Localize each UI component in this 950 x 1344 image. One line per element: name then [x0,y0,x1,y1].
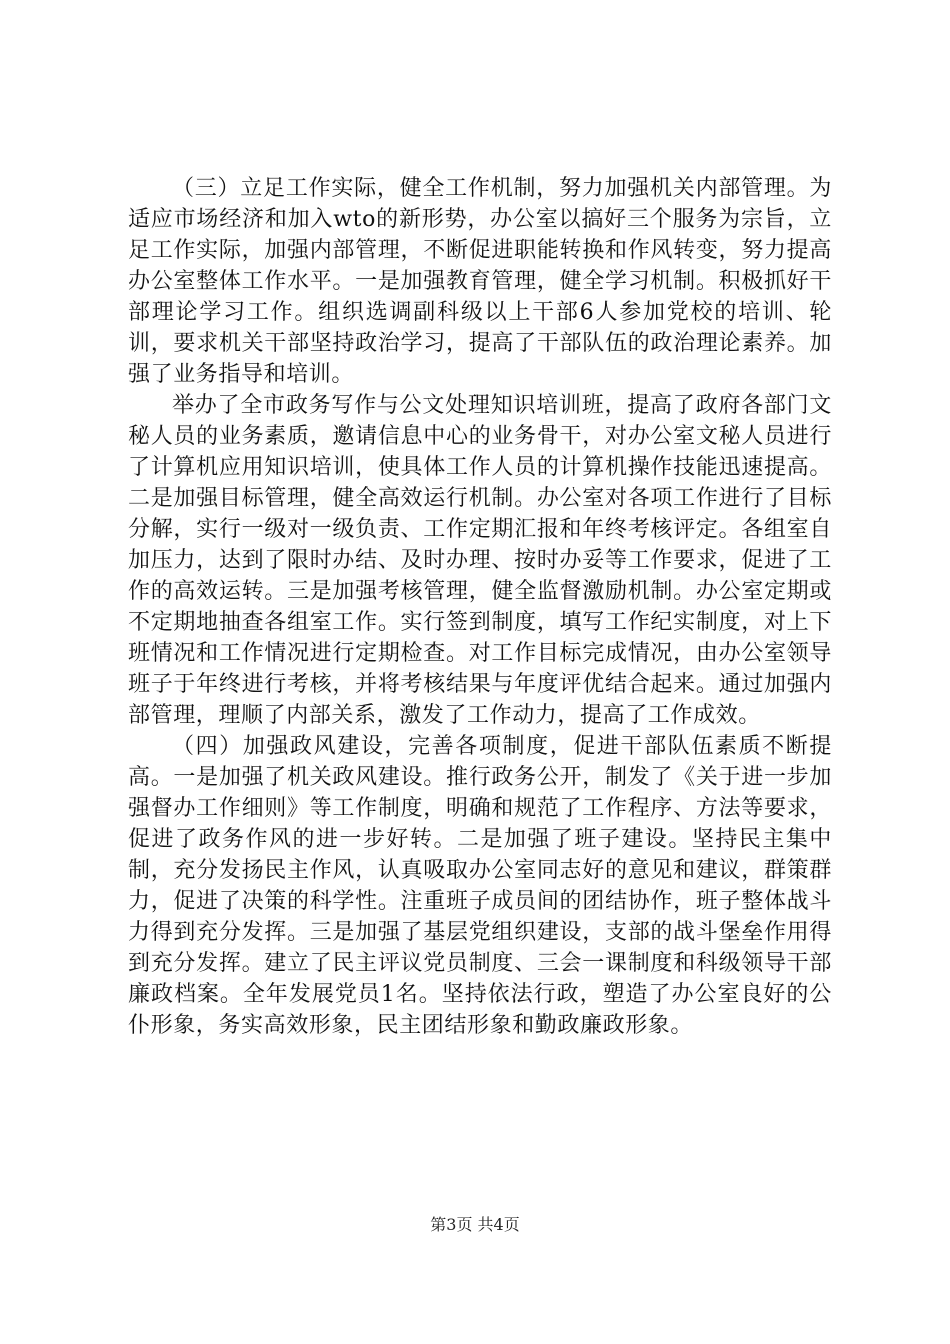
paragraph-training: 举办了全市政务写作与公文处理知识培训班，提高了政府各部门文秘人员的业务素质，邀请信息中心的业务骨干，对办公室文秘人员进行了计算机应用知识培训，使具体工作人员的计算机操作技能迅速提高。二是加强目标管理，健全高效运行机制。办公室对各项工作进行了目标分解，实行一级对一级负责、工作定期汇报和年终考核评定。各组室自加压力，达到了限时办结、及时办理、按时办妥等工作要求，促进了工作的高效运转。三是加强考核管理，健全监督激励机制。办公室定期或不定期地抽查各组室工作。实行签到制度，填写工作纪实制度，对上下班情况和工作情况进行定期检查。对工作目标完成情况，由办公室领导班子于年终进行考核，并将考核结果与年度评优结合起来。通过加强内部管理，理顺了内部关系，激发了工作动力，提高了工作成效。 [128,393,832,728]
page-footer: 第3页 共4页 [430,1215,520,1234]
paragraph-section-three: （三）立足工作实际，健全工作机制，努力加强机关内部管理。为适应市场经济和加入wto的新形势，办公室以搞好三个服务为宗旨，立足工作实际，加强内部管理，不断促进职能转换和作风转变，努力提高办公室整体工作水平。一是加强教育管理，健全学习机制。积极抓好干部理论学习工作。组织选调副科级以上干部6人参加党校的培训、轮训，要求机关干部坚持政治学习，提高了干部队伍的政治理论素养。加强了业务指导和培训。 [128,176,832,387]
paragraph-section-four: （四）加强政风建设，完善各项制度，促进干部队伍素质不断提高。一是加强了机关政风建设。推行政务公开，制发了《关于进一步加强督办工作细则》等工作制度，明确和规范了工作程序、方法等要求，促进了政务作风的进一步好转。二是加强了班子建设。坚持民主集中制，充分发扬民主作风，认真吸取办公室同志好的意见和建议，群策群力，促进了决策的科学性。注重班子成员间的团结协作，班子整体战斗力得到充分发挥。三是加强了基层党组织建设，支部的战斗堡垒作用得到充分发挥。建立了民主评议党员制度、三会一课制度和科级领导干部廉政档案。全年发展党员1名。坚持依法行政，塑造了办公室良好的公仆形象，务实高效形象，民主团结形象和勤政廉政形象。 [128,734,832,1038]
document-body [128,173,832,1041]
